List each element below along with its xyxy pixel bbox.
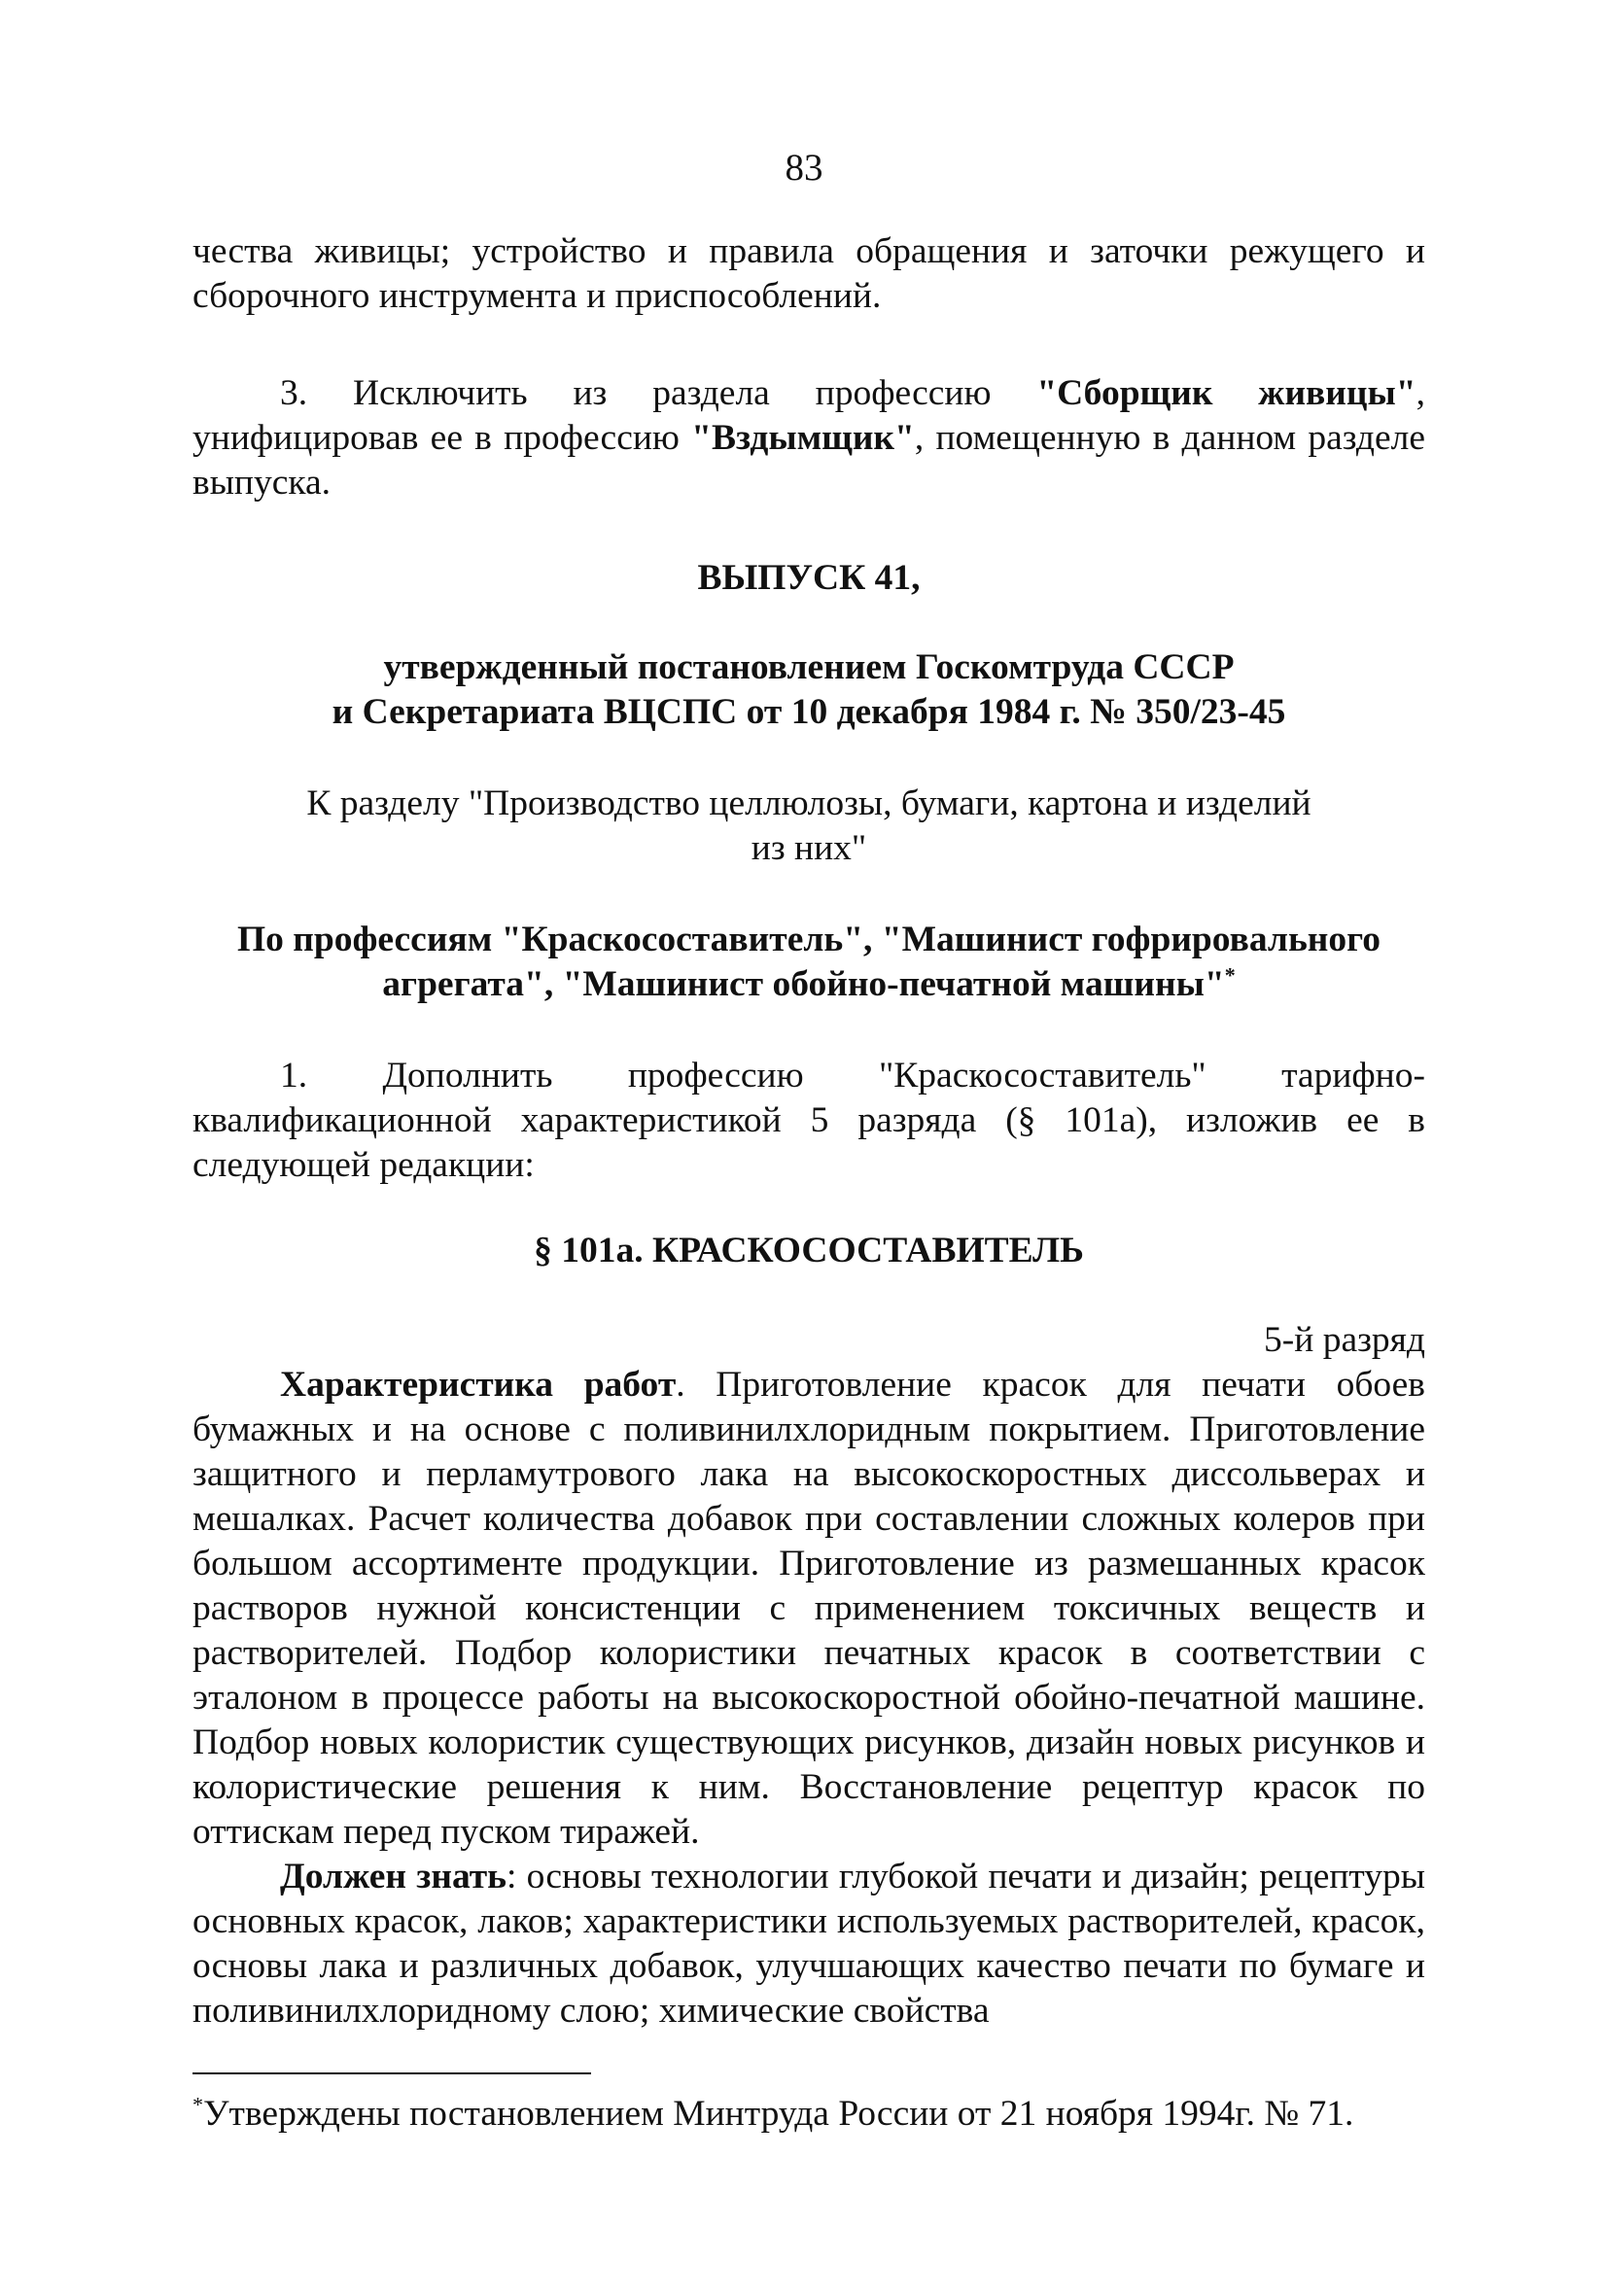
work-characteristics-label: Характеристика работ: [280, 1365, 677, 1405]
section-reference-line-1: К разделу "Производство целлюлозы, бумаги, картона и изделий: [306, 783, 1311, 823]
item-3-profession-2: "Вздымщик": [691, 418, 915, 458]
grade-label: 5-й разряд: [1264, 1320, 1425, 1360]
professions-heading: [192, 918, 1425, 1007]
must-know-text: [192, 1855, 1425, 2034]
section-reference-line-2: из них": [751, 828, 867, 868]
professions-heading-line-2: агрегата", "Машинист обойно-печатной машины"*: [382, 962, 1236, 1004]
page-number: 83: [785, 147, 823, 189]
professions-heading-line-1: По профессиям "Краскосоставитель", "Машинист гофрировального: [236, 920, 1381, 959]
paragraph-heading: § 101а. КРАСКОСОСТАВИТЕЛЬ: [534, 1231, 1084, 1270]
footnote-text: Утверждены постановлением Минтруда России от 21 ноября 1994г. № 71.: [203, 2094, 1354, 2134]
must-know-label: Должен знать: [280, 1857, 507, 1896]
footnote-divider: [192, 2072, 591, 2074]
work-characteristics-body: . Приготовление красок для печати обоев бумажных и на основе с поливинилхлоридным покрытием. Приготовление защитного и перламутрового лака на высокоскоростных диссольверах и мешалках. Расчет количества добавок при составлении сложных колеров при большом ассортименте продукции. Приготовление из размешанных красок растворов нужной консистенции с применением токсичных веществ и растворителей. Подбор колористики печатных красок в соответствии с эталоном в процессе работы на высокоскоростной обойно-печатной машине. Подбор новых колористик существующих рисунков, дизайн новых рисунков и колористические решения к ним. Восстановление рецептур красок по оттискам перед пуском тиражей.: [192, 1365, 1425, 1852]
issue-approval-line-1: утвержденный постановлением Госкомтруда СССР: [383, 647, 1235, 687]
item-3-text: [192, 371, 1425, 505]
section-reference: [192, 782, 1425, 871]
work-characteristics-text: [192, 1363, 1425, 1855]
issue-approval-line-2: и Секретариата ВЦСПС от 10 декабря 1984 г. № 350/23-45: [332, 692, 1286, 732]
item-3-profession-1: "Сборщик живицы": [1036, 373, 1416, 413]
item-3-text-c: , помещенную в данном разделе выпуска.: [192, 418, 1425, 503]
intro-line-1: чества живицы; устройство и правила обращения и заточки режущего и: [192, 231, 1425, 271]
work-characteristics-paragraph: [192, 1363, 1425, 1855]
footnote-mark: *: [192, 2092, 203, 2117]
item-1-paragraph: [192, 1054, 1425, 1188]
footnote: [192, 2092, 1425, 2137]
item-3-text-b: , унифицировав ее в профессию: [192, 373, 1425, 458]
must-know-paragraph: [192, 1855, 1425, 2034]
issue-title: ВЫПУСК 41,: [697, 558, 921, 598]
intro-line-2: сборочного инструмента и приспособлений.: [192, 276, 882, 316]
item-3-paragraph: [192, 371, 1425, 505]
must-know-body: : основы технологии глубокой печати и дизайн; рецептуры основных красок, лаков; характеристики используемых растворителей, красок, основы лака и различных добавок, улучшающих качество печати по бумаге и поливинилхлоридному слою; химические свойства: [192, 1857, 1425, 2031]
intro-paragraph: [192, 229, 1425, 319]
issue-approval: [192, 645, 1425, 735]
item-3-text-a: 3. Исключить из раздела профессию: [280, 373, 1037, 413]
item-1-text: 1. Дополнить профессию "Краскосоставитель" тарифно-квалификационной характеристикой 5 разряда (§ 101а), изложив ее в следующей редакции:: [192, 1056, 1425, 1185]
footnote-reference-mark: *: [1224, 962, 1236, 988]
